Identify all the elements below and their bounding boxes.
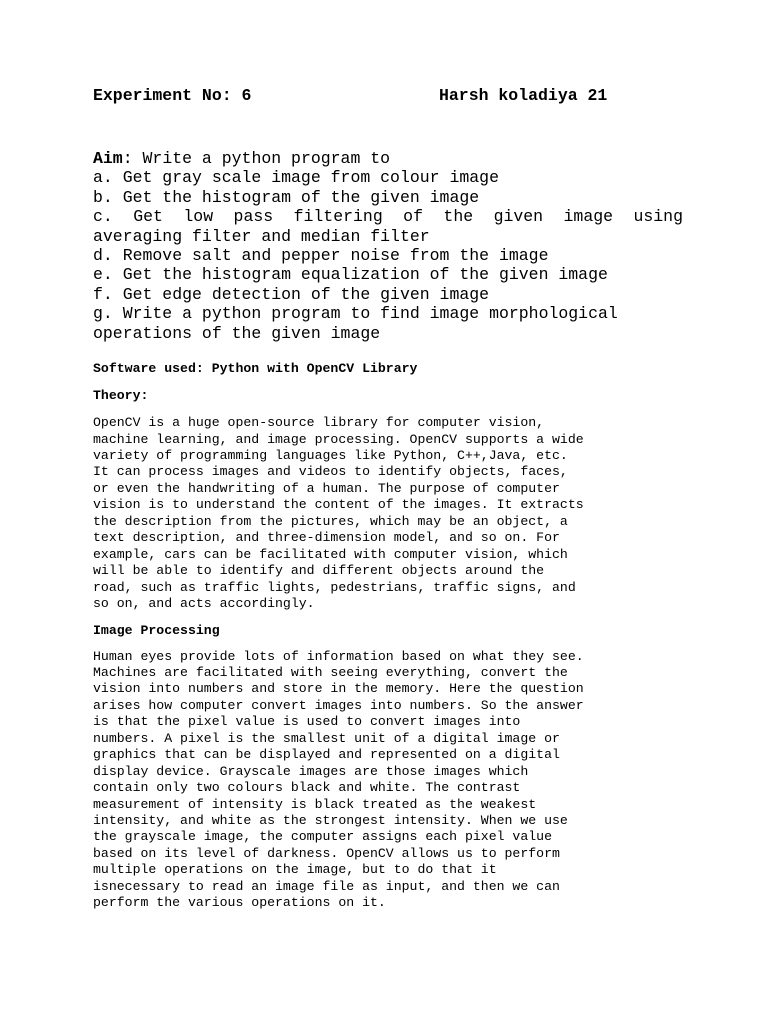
paragraph-line: contain only two colours black and white. The contrast (93, 780, 521, 796)
paragraph-line: numbers. A pixel is the smallest unit of a digital image or (93, 730, 560, 746)
aim-section (93, 149, 683, 343)
paragraph-line: based on its level of darkness. OpenCV allows us to perform (93, 845, 560, 861)
aim-item: d. Remove salt and pepper noise from the image (93, 246, 549, 266)
paragraph-line: vision is to understand the content of the images. It extracts (93, 497, 584, 513)
paragraph-line: Human eyes provide lots of information based on what they see. (93, 648, 584, 664)
aim-label: Aim (93, 149, 123, 168)
document-page (93, 86, 683, 912)
software-used: Software used: Python with OpenCV Library (93, 361, 418, 377)
paragraph-line: the description from the pictures, which may be an object, a (93, 513, 568, 529)
document-header (93, 86, 683, 106)
aim-item: g. Write a python program to find image morphological (93, 304, 618, 324)
author-name: Harsh koladiya 21 (439, 86, 608, 105)
paragraph-line: display device. Grayscale images are those images which (93, 763, 529, 779)
aim-item: operations of the given image (93, 323, 381, 343)
paragraph-line: Machines are facilitated with seeing everything, convert the (93, 664, 568, 680)
aim-item: b. Get the histogram of the given image (93, 187, 480, 207)
paragraph-line: measurement of intensity is black treated as the weakest (93, 796, 537, 812)
paragraph-line: It can process images and videos to identify objects, faces, (93, 464, 568, 480)
aim-intro: : Write a python program to (122, 149, 391, 168)
paragraph-line: intensity, and white as the strongest intensity. When we use (93, 813, 568, 829)
aim-item: a. Get gray scale image from colour image (93, 168, 499, 188)
paragraph-line: isnecessary to read an image file as input, and then we can (93, 878, 560, 894)
paragraph-line: is that the pixel value is used to convert images into (93, 714, 521, 730)
paragraph-line: vision into numbers and store in the memory. Here the question (93, 681, 584, 697)
paragraph-line: machine learning, and image processing. OpenCV supports a wide (93, 431, 584, 447)
paragraph-line: will be able to identify and different objects around the (93, 563, 545, 579)
theory-heading: Theory: (93, 388, 149, 404)
aim-item: f. Get edge detection of the given image (93, 284, 490, 304)
paragraph-line: text description, and three-dimension model, and so on. For (93, 530, 560, 546)
image-processing-paragraph (93, 649, 683, 912)
image-processing-heading: Image Processing (93, 622, 220, 638)
paragraph-line: multiple operations on the image, but to do that it (93, 862, 497, 878)
paragraph-line: example, cars can be facilitated with computer vision, which (93, 546, 568, 562)
paragraph-line: graphics that can be displayed and represented on a digital (93, 747, 560, 763)
paragraph-line: perform the various operations on it. (93, 895, 386, 911)
paragraph-line: the grayscale image, the computer assigns each pixel value (93, 829, 552, 845)
experiment-number: Experiment No: 6 (93, 86, 252, 105)
aim-item: averaging filter and median filter (93, 226, 430, 246)
paragraph-line: road, such as traffic lights, pedestrians, traffic signs, and (93, 579, 576, 595)
aim-item: e. Get the histogram equalization of the given image (93, 265, 608, 285)
paragraph-line: OpenCV is a huge open-source library for computer vision, (93, 415, 545, 431)
aim-intro-line (93, 149, 683, 168)
paragraph-line: so on, and acts accordingly. (93, 596, 315, 612)
paragraph-line: variety of programming languages like Python, C++,Java, etc. (93, 447, 568, 463)
theory-paragraph (93, 415, 683, 612)
paragraph-line: or even the handwriting of a human. The purpose of computer (93, 480, 560, 496)
aim-item: c. Get low pass filtering of the given image using (93, 207, 683, 227)
paragraph-line: arises how computer convert images into numbers. So the answer (93, 697, 584, 713)
